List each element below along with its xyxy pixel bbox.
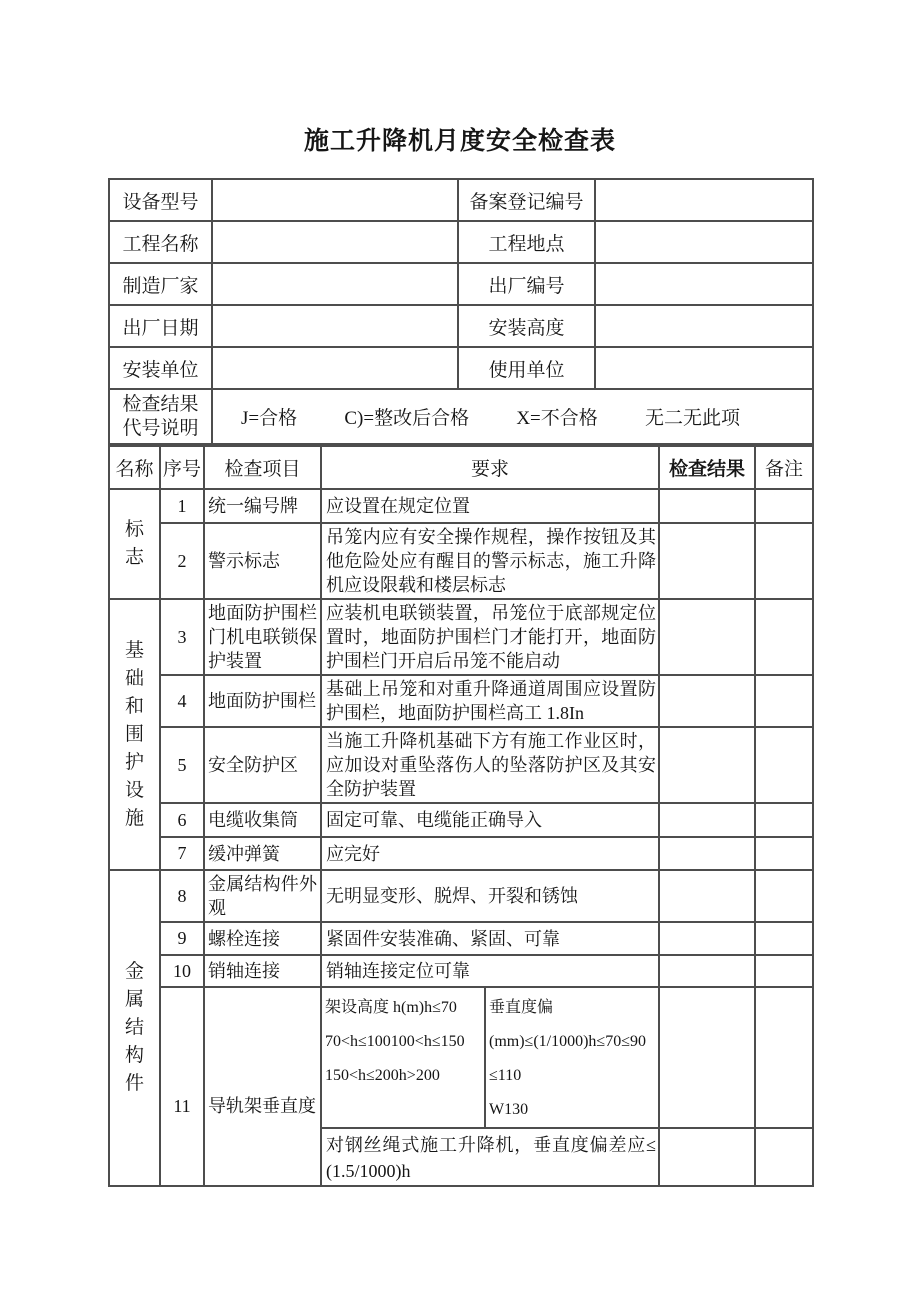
result-cell[interactable]: [659, 803, 755, 837]
subline: W130: [489, 1101, 529, 1118]
table-row: [109, 599, 813, 675]
remark-cell[interactable]: [755, 803, 813, 837]
result-cell[interactable]: [659, 987, 755, 1128]
page-title: 施工升降机月度安全检查表: [303, 128, 616, 155]
requirement-cell: 销轴连接定位可靠: [321, 955, 659, 987]
legend-label-line2: 代号说明: [122, 417, 199, 439]
info-row: [109, 347, 813, 389]
user-unit-label: 使用单位: [458, 347, 595, 389]
requirement-cell: 固定可靠、电缆能正确导入: [321, 803, 659, 837]
info-table: [108, 178, 814, 445]
result-cell[interactable]: [659, 837, 755, 870]
requirement-cell: 吊笼内应有安全操作规程，操作按钮及其他危险处应有醒目的警示标志，施工升降机应设限载和楼层标志: [321, 523, 659, 599]
header-name: 名称: [109, 446, 160, 489]
result-cell[interactable]: [659, 870, 755, 922]
header-seq: 序号: [160, 446, 204, 489]
factory-date-value-cell[interactable]: [212, 305, 458, 347]
remark-cell[interactable]: [755, 870, 813, 922]
item-cell: 安全防护区: [204, 727, 321, 803]
requirement-cell: 对钢丝绳式施工升降机，垂直度偏差应≤(1.5/1000)h: [321, 1128, 659, 1186]
subline: 架设高度 h(m)h≤70: [325, 999, 457, 1016]
item-cell: 螺栓连接: [204, 922, 321, 955]
item-cell: 金属结构件外观: [204, 870, 321, 922]
remark-cell[interactable]: [755, 727, 813, 803]
item-cell: 地面防护围栏门机电联锁保护装置: [204, 599, 321, 675]
table-row: [109, 523, 813, 599]
group-cell-signs: [109, 489, 160, 599]
group-name: 标志: [124, 519, 144, 568]
remark-cell[interactable]: [755, 987, 813, 1128]
factory-number-value-cell[interactable]: [595, 263, 813, 305]
header-result: 检查结果: [659, 446, 755, 489]
seq-cell: 1: [160, 489, 204, 523]
seq-cell: 2: [160, 523, 204, 599]
item-cell: 统一编号牌: [204, 489, 321, 523]
legend-row: [109, 389, 813, 444]
device-model-value-cell[interactable]: [212, 179, 458, 221]
group-name: 金属结构件: [124, 961, 144, 1094]
info-row: [109, 179, 813, 221]
factory-date-label: 出厂日期: [109, 305, 212, 347]
manufacturer-value-cell[interactable]: [212, 263, 458, 305]
legend-label-line1: 检查结果: [122, 393, 199, 415]
table-row: [109, 727, 813, 803]
project-name-label: 工程名称: [109, 221, 212, 263]
requirement-cell: 无明显变形、脱焊、开裂和锈蚀: [321, 870, 659, 922]
info-row: [109, 221, 813, 263]
user-unit-value-cell[interactable]: [595, 347, 813, 389]
seq-cell: 3: [160, 599, 204, 675]
result-cell[interactable]: [659, 727, 755, 803]
erection-height-subcell: [321, 987, 485, 1128]
table-row: [109, 803, 813, 837]
tables-container: [108, 178, 814, 1187]
group-cell-foundation: [109, 599, 160, 870]
requirement-cell: 应装机电联锁装置，吊笼位于底部规定位置时，地面防护围栏门才能打开，地面防护围栏门开启后吊笼不能启动: [321, 599, 659, 675]
manufacturer-label: 制造厂家: [109, 263, 212, 305]
result-cell[interactable]: [659, 489, 755, 523]
requirement-cell: 应设置在规定位置: [321, 489, 659, 523]
group-name: 基础和围护设施: [124, 639, 144, 829]
item-cell: 警示标志: [204, 523, 321, 599]
table-row: [109, 987, 813, 1128]
header-item: 检查项目: [204, 446, 321, 489]
legend-items-cell: [212, 389, 813, 444]
group-cell-metal-structure: [109, 870, 160, 1186]
result-cell[interactable]: [659, 675, 755, 727]
subline: ≤110: [489, 1067, 522, 1084]
info-row: [109, 305, 813, 347]
subline: 70<h≤100100<h≤150: [325, 1033, 465, 1050]
install-height-label: 安装高度: [458, 305, 595, 347]
factory-number-label: 出厂编号: [458, 263, 595, 305]
item-cell: 电缆收集筒: [204, 803, 321, 837]
remark-cell[interactable]: [755, 955, 813, 987]
install-unit-value-cell[interactable]: [212, 347, 458, 389]
remark-cell[interactable]: [755, 1128, 813, 1186]
install-unit-label: 安装单位: [109, 347, 212, 389]
remark-cell[interactable]: [755, 837, 813, 870]
record-number-label: 备案登记编号: [458, 179, 595, 221]
checklist-header-row: [109, 446, 813, 489]
item-cell: 缓冲弹簧: [204, 837, 321, 870]
item-cell: 导轨架垂直度: [204, 987, 321, 1186]
header-remark: 备注: [755, 446, 813, 489]
remark-cell[interactable]: [755, 675, 813, 727]
project-location-value-cell[interactable]: [595, 221, 813, 263]
table-row: [109, 922, 813, 955]
result-cell[interactable]: [659, 1128, 755, 1186]
seq-cell: 5: [160, 727, 204, 803]
subline: 垂直度偏: [489, 999, 554, 1016]
result-cell[interactable]: [659, 955, 755, 987]
table-row: [109, 955, 813, 987]
record-number-value-cell[interactable]: [595, 179, 813, 221]
seq-cell: 6: [160, 803, 204, 837]
legend-item-na: 无二无此项: [644, 408, 740, 429]
requirement-cell: 当施工升降机基础下方有施工作业区时，应加设对重坠落伤人的坠落防护区及其安全防护装置: [321, 727, 659, 803]
header-requirement: 要求: [321, 446, 659, 489]
subline: 150<h≤200h>200: [325, 1067, 440, 1084]
item-cell: 销轴连接: [204, 955, 321, 987]
result-cell[interactable]: [659, 599, 755, 675]
remark-cell[interactable]: [755, 489, 813, 523]
remark-cell[interactable]: [755, 523, 813, 599]
table-row: [109, 870, 813, 922]
subline: (mm)≤(1/1000)h≤70≤90: [489, 1033, 646, 1050]
seq-cell: 10: [160, 955, 204, 987]
device-model-label: 设备型号: [109, 179, 212, 221]
remark-cell[interactable]: [755, 599, 813, 675]
legend-label: [109, 389, 212, 444]
verticality-deviation-subcell: [485, 987, 659, 1128]
table-row: [109, 489, 813, 523]
table-row: [109, 675, 813, 727]
legend-item-rectified: C)=整改后合格: [344, 408, 470, 429]
seq-cell: 9: [160, 922, 204, 955]
result-cell[interactable]: [659, 523, 755, 599]
remark-cell[interactable]: [755, 922, 813, 955]
seq-cell: 8: [160, 870, 204, 922]
seq-cell: 7: [160, 837, 204, 870]
project-location-label: 工程地点: [458, 221, 595, 263]
checklist-table: [108, 445, 814, 1187]
info-row: [109, 263, 813, 305]
project-name-value-cell[interactable]: [212, 221, 458, 263]
seq-cell: 4: [160, 675, 204, 727]
table-row: [109, 837, 813, 870]
legend-items: [213, 403, 812, 430]
result-cell[interactable]: [659, 922, 755, 955]
seq-cell: 11: [160, 987, 204, 1186]
requirement-cell: 基础上吊笼和对重升降通道周围应设置防护围栏，地面防护围栏高工 1.8In: [321, 675, 659, 727]
item-cell: 地面防护围栏: [204, 675, 321, 727]
requirement-cell: 紧固件安装准确、紧固、可靠: [321, 922, 659, 955]
legend-item-fail: X=不合格: [516, 408, 598, 429]
install-height-value-cell[interactable]: [595, 305, 813, 347]
legend-item-pass: J=合格: [241, 408, 298, 429]
requirement-cell: 应完好: [321, 837, 659, 870]
